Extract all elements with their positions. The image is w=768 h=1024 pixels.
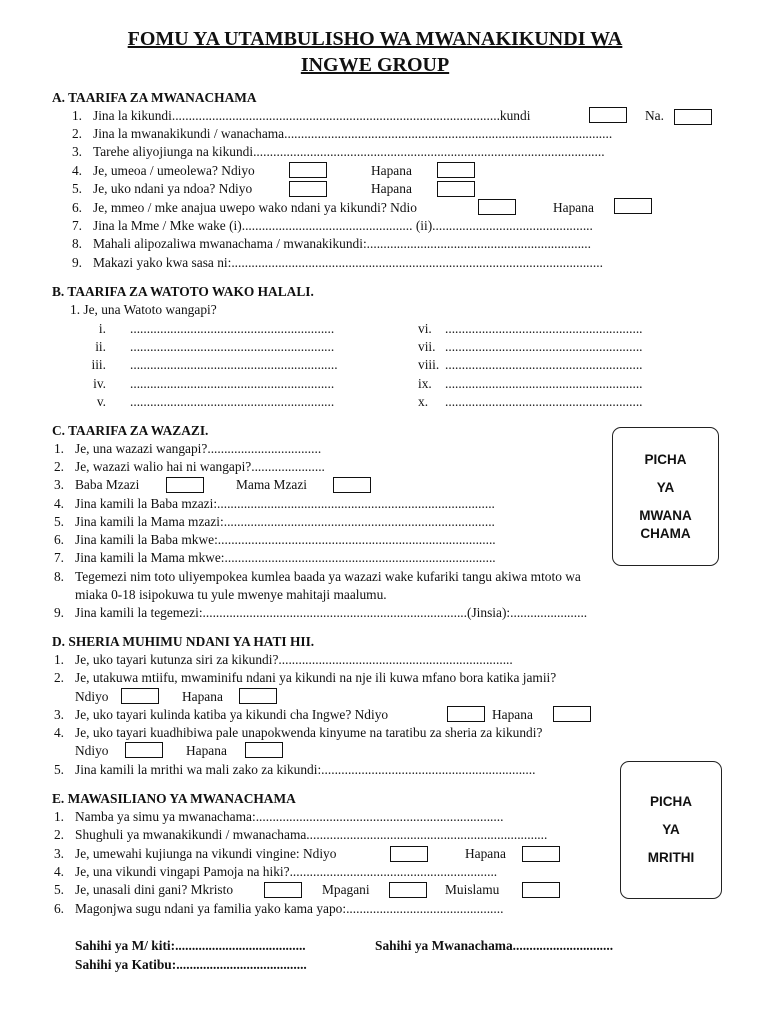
a3-number: 3. (71, 144, 82, 159)
photo-label-line: CHAMA (640, 526, 691, 541)
c4-number: 4. (53, 496, 64, 511)
d4-discipline-question: Je, uko tayari kuadhibiwa pale unapokwenda kinyume na taratibu za sheria za kikundi? (75, 725, 543, 740)
e6-chronic-illness-field[interactable]: Magonjwa sugu ndani ya familia yako kama yapo:............................................... (75, 901, 504, 916)
c2-number: 2. (53, 459, 64, 474)
e3-yes-box[interactable] (390, 846, 428, 862)
child-name-field[interactable]: ............................................................. (130, 321, 335, 336)
a8-number: 8. (71, 236, 82, 251)
child-number: vi. (418, 321, 432, 336)
a1-number-label: Na. (645, 108, 664, 123)
d3-no-box[interactable] (553, 706, 591, 722)
a5-no-box[interactable] (437, 181, 475, 197)
a9-number: 9. (71, 255, 82, 270)
secretary-signature-field[interactable]: Sahihi ya Katibu:....................................... (75, 957, 307, 972)
d3-number: 3. (53, 707, 64, 722)
c8-number: 8. (53, 569, 64, 584)
e5-pagan-box[interactable] (389, 882, 427, 898)
e3-no-label: Hapana (465, 846, 506, 861)
c6-number: 6. (53, 532, 64, 547)
a6-yes-box[interactable] (478, 199, 516, 215)
c4-father-name-field[interactable]: Jina kamili la Baba mzazi:................................................................................... (75, 496, 495, 511)
section-c-heading: C. TAARIFA ZA WAZAZI. (52, 423, 209, 438)
section-e-heading: E. MAWASILIANO YA MWANACHAMA (52, 791, 296, 806)
e5-number: 5. (53, 882, 64, 897)
d2-yes-label: Ndiyo (75, 689, 109, 704)
child-name-field[interactable]: ........................................................... (445, 321, 643, 336)
c5-number: 5. (53, 514, 64, 529)
a6-spouse-aware-question: Je, mmeo / mke anajua uwepo wako ndani ya kikundi? Ndio (93, 200, 417, 215)
child-name-field[interactable]: ........................................................... (445, 376, 643, 391)
a9-residence-field[interactable]: Makazi yako kwa sasa ni:............................................................................................................... (93, 255, 603, 270)
e5-muslim-label: Muislamu (445, 882, 500, 897)
a4-number: 4. (71, 163, 82, 178)
d4-no-label: Hapana (186, 743, 227, 758)
a6-no-box[interactable] (614, 198, 652, 214)
child-name-field[interactable]: .............................................................. (130, 357, 338, 372)
d2-loyalty-question: Je, utakuwa mtiifu, mwaminifu ndani ya kikundi na nje ili kuwa mfano bora katika jamii? (75, 670, 557, 685)
photo-label-line: PICHA (644, 452, 687, 467)
e5-christian-box[interactable] (264, 882, 302, 898)
c3-number: 3. (53, 477, 64, 492)
c5-mother-name-field[interactable]: Jina kamili la Mama mzazi:................................................................................. (75, 514, 495, 529)
form-title-line2: INGWE GROUP (300, 54, 450, 76)
e2-number: 2. (53, 827, 64, 842)
a7-spouse-name-field[interactable]: Jina la Mme / Mke wake (i)................................................... (ii)................................................ (93, 218, 593, 233)
c1-number: 1. (53, 441, 64, 456)
child-number: vii. (418, 339, 436, 354)
child-number: iii. (91, 357, 106, 372)
d3-no-label: Hapana (492, 707, 533, 722)
a5-in-marriage-question: Je, uko ndani ya ndoa? Ndiyo (93, 181, 253, 196)
a4-no-label: Hapana (371, 163, 412, 178)
a2-member-name-field[interactable]: Jina la mwanakikundi / wanachama.................................................................................................. (93, 126, 613, 141)
a4-no-box[interactable] (437, 162, 475, 178)
d3-constitution-question: Je, uko tayari kulinda katiba ya kikundi cha Ingwe? Ndiyo (75, 707, 389, 722)
a5-number: 5. (71, 181, 82, 196)
e4-number: 4. (53, 864, 64, 879)
child-name-field[interactable]: ............................................................. (130, 394, 335, 409)
c9-dependent-name-field[interactable]: Jina kamili la tegemezi:...............................................................................(Jinsia):....................... (75, 605, 588, 620)
c8-dependent-definition-cont: miaka 0-18 isipokuwa tu yule mwenye mahitaji maalumu. (75, 587, 387, 602)
c7-number: 7. (53, 550, 64, 565)
photo-label-line: MWANA (639, 508, 692, 523)
d3-yes-box[interactable] (447, 706, 485, 722)
a2-number: 2. (71, 126, 82, 141)
a3-join-date-field[interactable]: Tarehe aliyojiunga na kikundi......................................................................................................... (93, 144, 605, 159)
child-number: viii. (418, 357, 440, 372)
c3-mother-box[interactable] (333, 477, 371, 493)
e1-number: 1. (53, 809, 64, 824)
d1-confidentiality-field[interactable]: Je, uko tayari kutunza siri za kikundi?...................................................................... (75, 652, 513, 667)
e1-phone-field[interactable]: Namba ya simu ya mwanachama:.......................................................................... (75, 809, 504, 824)
d4-yes-label: Ndiyo (75, 743, 109, 758)
d5-heir-name-field[interactable]: Jina kamili la mrithi wa mali zako za kikundi:................................................................ (75, 762, 536, 777)
photo-label-line: PICHA (649, 794, 692, 809)
e5-religion-question: Je, unasali dini gani? Mkristo (75, 882, 234, 897)
a8-birthplace-field[interactable]: Mahali alipozaliwa mwanachama / mwanakikundi:................................................................... (93, 236, 591, 251)
a5-yes-box[interactable] (289, 181, 327, 197)
child-number: v. (96, 394, 106, 409)
child-name-field[interactable]: ............................................................. (130, 376, 335, 391)
chairperson-signature-field[interactable]: Sahihi ya M/ kiti:....................................... (75, 938, 306, 953)
section-d-heading: D. SHERIA MUHIMU NDANI YA HATI HII. (52, 634, 315, 649)
photo-label-line: YA (662, 822, 680, 837)
c2-living-parents-field[interactable]: Je, wazazi walio hai ni wangapi?...................... (75, 459, 325, 474)
a6-number: 6. (71, 200, 82, 215)
heir-photo-box[interactable] (620, 761, 722, 899)
d2-number: 2. (53, 670, 64, 685)
child-number: ix. (418, 376, 432, 391)
child-name-field[interactable]: ............................................................. (130, 339, 335, 354)
d2-no-label: Hapana (182, 689, 223, 704)
a6-no-label: Hapana (553, 200, 594, 215)
c7-mother-in-law-field[interactable]: Jina kamili la Mama mkwe:................................................................................. (75, 550, 496, 565)
e5-muslim-box[interactable] (522, 882, 560, 898)
e3-number: 3. (53, 846, 64, 861)
e5-pagan-label: Mpagani (322, 882, 370, 897)
child-name-field[interactable]: ........................................................... (445, 339, 643, 354)
member-photo-box[interactable] (612, 427, 719, 566)
child-number: x. (418, 394, 429, 409)
child-number: i. (98, 321, 106, 336)
e2-occupation-field[interactable]: Shughuli ya mwanakikundi / mwanachama........................................................................ (75, 827, 548, 842)
d5-number: 5. (53, 762, 64, 777)
child-name-field[interactable]: ........................................................... (445, 394, 643, 409)
section-b-heading: B. TAARIFA ZA WATOTO WAKO HALALI. (52, 284, 314, 299)
e4-groups-count-field[interactable]: Je, una vikundi vingapi Pamoja na hiki?.............................................................. (75, 864, 498, 879)
photo-label-line: MRITHI (647, 850, 695, 865)
d1-number: 1. (53, 652, 64, 667)
a1-kundi-box[interactable] (589, 107, 627, 123)
a5-no-label: Hapana (371, 181, 412, 196)
a1-number: 1. (71, 108, 82, 123)
child-name-field[interactable]: ........................................................... (445, 357, 643, 372)
e3-other-groups-question: Je, umewahi kujiunga na vikundi vingine: Ndiyo (75, 846, 337, 861)
a7-number: 7. (71, 218, 82, 233)
c9-number: 9. (53, 605, 64, 620)
d4-number: 4. (53, 725, 64, 740)
form-title (60, 26, 690, 78)
d2-no-box[interactable] (239, 688, 277, 704)
form-title-line1: FOMU YA UTAMBULISHO WA MWANAKIKUNDI WA (127, 28, 623, 50)
d2-yes-box[interactable] (121, 688, 159, 704)
a4-yes-box[interactable] (289, 162, 327, 178)
a1-group-name-field[interactable]: Jina la kikundi..................................................................................................kundi (93, 108, 531, 123)
c3-father-label: Baba Mzazi (75, 477, 140, 492)
c1-parents-count-field[interactable]: Je, una wazazi wangapi?.................................. (75, 441, 322, 456)
c3-mother-label: Mama Mzazi (236, 477, 308, 492)
a1-number-box[interactable] (674, 109, 712, 125)
c8-dependent-definition: Tegemezi nim toto uliyempokea kumlea baada ya wazazi wake kufariki tangu akiwa mtoto wa (75, 569, 581, 584)
d4-no-box[interactable] (245, 742, 283, 758)
a4-married-question: Je, umeoa / umeolewa? Ndiyo (93, 163, 255, 178)
d4-yes-box[interactable] (125, 742, 163, 758)
c6-father-in-law-field[interactable]: Jina kamili la Baba mkwe:................................................................................... (75, 532, 496, 547)
child-number: iv. (93, 376, 106, 391)
e3-no-box[interactable] (522, 846, 560, 862)
b1-children-question: 1. Je, una Watoto wangapi? (70, 302, 217, 317)
member-signature-field[interactable]: Sahihi ya Mwanachama.............................. (375, 938, 614, 953)
photo-label-line: YA (656, 480, 675, 495)
child-number: ii. (95, 339, 106, 354)
e6-number: 6. (53, 901, 64, 916)
c3-father-box[interactable] (166, 477, 204, 493)
section-a-heading: A. TAARIFA ZA MWANACHAMA (52, 90, 257, 105)
